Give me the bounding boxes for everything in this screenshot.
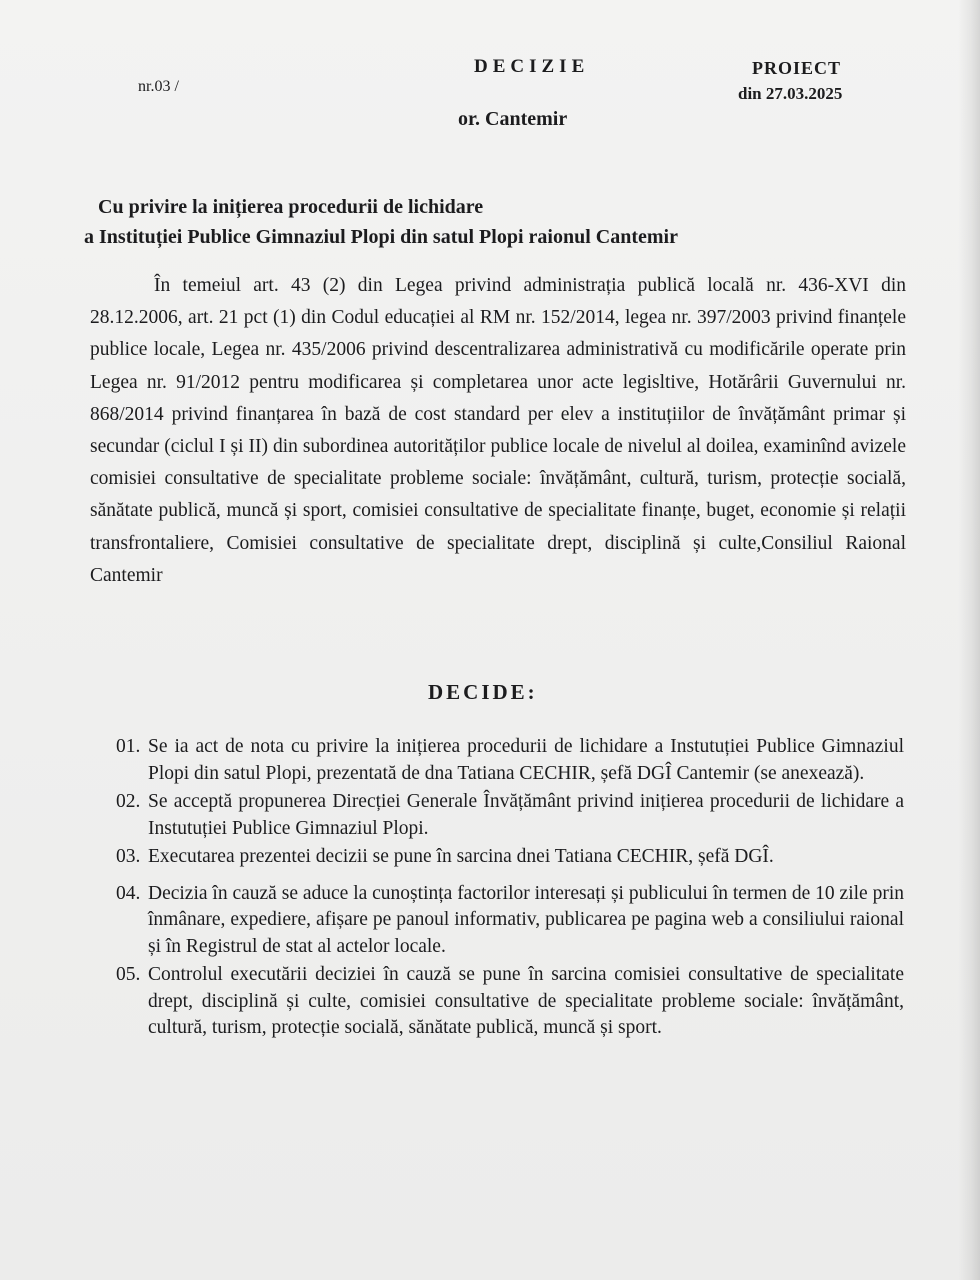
decision-item-3 bbox=[116, 844, 904, 871]
decision-item-4 bbox=[116, 881, 904, 961]
decision-item-5 bbox=[116, 962, 904, 1042]
item-number: 04. bbox=[116, 882, 141, 904]
draft-status-label: PROIECT bbox=[752, 58, 842, 78]
item-text: Se ia act de nota cu privire la inițierea procedurii de lichidare a Instutuției Publice Gimnaziul Plopi din satul Plopi, prezentată de dna Tatiana CECHIR, șefă DGÎ Cantemir (se anexează). bbox=[148, 736, 904, 784]
item-number: 05. bbox=[116, 964, 141, 985]
item-number: 03. bbox=[116, 846, 141, 867]
decide-heading: DECIDE: bbox=[428, 680, 538, 704]
item-number: 02. bbox=[116, 791, 141, 812]
document-number: nr.03 / bbox=[138, 78, 179, 95]
preamble-paragraph: În temeiul art. 43 (2) din Legea privind administrația publică locală nr. 436-XVI din 28.12.2006, art. 21 pct (1) din Codul educației al RM nr. 152/2014, legea nr. 397/2003 privind finanțele publice locale, Legea nr. 435/2006 privind descentralizarea administrativă cu modificările operate prin Legea nr. 91/2012 pentru modificarea și completarea unor acte legisltive, Hotărârii Guvernului nr. 868/2014 privind finanțarea în bază de cost standard per elev a instituțiilor de învățământ primar și secundar (ciclul I și II) din subordinea autorităților publice locale de nivelul al doilea, examinînd avizele comisiei consultative de specialitate probleme sociale: învățământ, cultură, turism, protecție socială, sănătate publică, muncă și sport, comisiei consultative de specialitate finanțe, buget, economie și relații transfrontaliere, Comisiei consultative de specialitate drept, disciplină și culte,Consiliul Raional Cantemir bbox=[90, 275, 906, 586]
decision-items-list bbox=[116, 734, 904, 1042]
item-text: Executarea prezentei decizii se pune în sarcina dnei Tatiana CECHIR, șefă DGÎ. bbox=[148, 846, 774, 867]
document-city: or. Cantemir bbox=[458, 108, 568, 130]
document-subject bbox=[84, 192, 678, 252]
document-title: DECIZIE bbox=[474, 56, 590, 77]
page-edge-shadow bbox=[958, 0, 980, 1280]
item-number: 01. bbox=[116, 736, 141, 757]
item-text: Decizia în cauză se aduce la cunoștința factorilor interesați și publicului în termen de 10 zile prin înmânare, expediere, afișare pe panoul informativ, publicarea pe pagina web a consiliului raional și în Registrul de stat al actelor locale. bbox=[148, 882, 904, 957]
document-date: din 27.03.2025 bbox=[738, 84, 843, 103]
subject-line-2: a Instituției Publice Gimnaziul Plopi din satul Plopi raionul Cantemir bbox=[84, 226, 678, 248]
item-text: Controlul executării deciziei în cauză se pune în sarcina comisiei consultative de specialitate drept, disciplină și culte, comisiei consultative de specialitate probleme sociale: învățământ, cultură, turism, protecție socială, sănătate publică, muncă și sport. bbox=[148, 964, 904, 1038]
subject-line-1: Cu privire la inițierea procedurii de lichidare bbox=[98, 196, 484, 218]
decision-item-2 bbox=[116, 789, 904, 842]
decision-item-1 bbox=[116, 734, 904, 787]
item-text: Se acceptă propunerea Direcției Generale Învățământ privind inițierea procedurii de lichidare a Instutuției Publice Gimnaziul Plopi. bbox=[148, 791, 904, 839]
